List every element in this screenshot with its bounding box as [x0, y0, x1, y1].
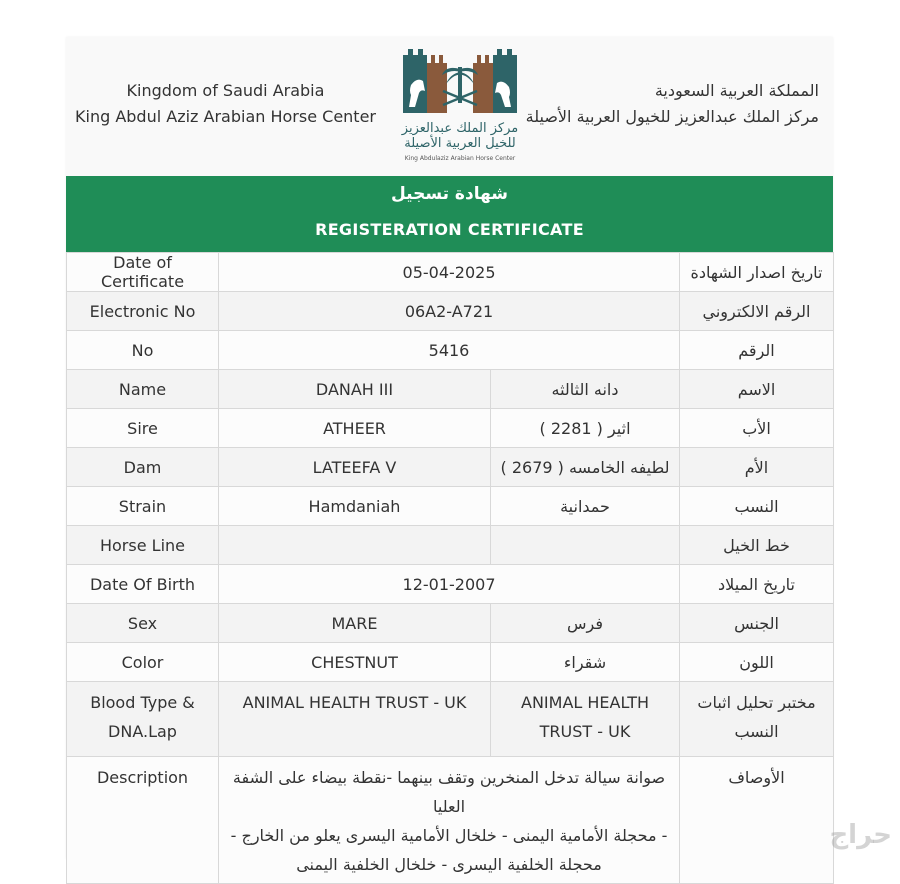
table-row — [67, 409, 834, 448]
label-ar: الأوصاف — [680, 757, 834, 884]
label-ar: الرقم — [680, 331, 834, 370]
table-row — [67, 757, 834, 884]
label-en: Description — [67, 757, 219, 884]
table-row — [67, 565, 834, 604]
label-ar: الأم — [680, 448, 834, 487]
electronic-number: 06A2-A721 — [219, 292, 680, 331]
description-line1: صوانة سيالة تدخل المنخرين وتقف بينهما -نقطة بيضاء على الشفة العليا — [232, 768, 666, 816]
value-ar: دانه الثالثه — [491, 370, 680, 409]
kingdom-ar: المملكة العربية السعودية — [654, 81, 819, 100]
value-ar: شقراء — [491, 643, 680, 682]
kingdom-en: Kingdom of Saudi Arabia — [126, 81, 325, 100]
label-en-line1: Blood Type & — [90, 693, 195, 712]
castle-horse-emblem — [399, 45, 521, 123]
table-row — [67, 604, 834, 643]
registration-number: 5416 — [219, 331, 680, 370]
label-ar: الرقم الالكتروني — [680, 292, 834, 331]
center-name-en: King Abdul Aziz Arabian Horse Center — [75, 107, 376, 126]
center-name-ar: مركز الملك عبدالعزيز للخيول العربية الأصيلة — [525, 107, 819, 126]
label-ar: النسب — [680, 487, 834, 526]
value-en: CHESTNUT — [219, 643, 491, 682]
label-ar: تاريخ الميلاد — [680, 565, 834, 604]
value-en: LATEEFA V — [219, 448, 491, 487]
value-en: MARE — [219, 604, 491, 643]
certificate-sheet — [66, 37, 833, 874]
value-ar-line1: ANIMAL HEALTH — [521, 693, 649, 712]
certificate-date: 05-04-2025 — [219, 253, 680, 292]
label-en — [67, 682, 219, 757]
label-en-line2: DNA.Lap — [108, 722, 177, 741]
center-logo — [399, 45, 521, 169]
description-line2: - محجلة الأمامية اليمنى - خلخال الأمامية اليسرى يعلو من الخارج - — [230, 826, 668, 845]
title-arabic: شهادة تسجيل — [390, 184, 509, 204]
label-en: Name — [67, 370, 219, 409]
table-row — [67, 370, 834, 409]
certificate-title-banner — [66, 176, 833, 252]
table-row — [67, 643, 834, 682]
value-ar — [491, 526, 680, 565]
label-en: Electronic No — [67, 292, 219, 331]
value-ar: فرس — [491, 604, 680, 643]
value-en: ATHEER — [219, 409, 491, 448]
label-en: Strain — [67, 487, 219, 526]
label-ar: الأب — [680, 409, 834, 448]
watermark: حراج — [829, 820, 892, 850]
label-en: Date Of Birth — [67, 565, 219, 604]
label-en: No — [67, 331, 219, 370]
description-line3: محجلة الخلفية اليسرى - خلخال الخلفية اليمنى — [296, 855, 602, 874]
table-row — [67, 331, 834, 370]
table-row — [67, 448, 834, 487]
header-arabic — [519, 78, 819, 130]
logo-arabic-line2: للخيل العربية الأصيلة — [404, 136, 516, 151]
value-en — [219, 526, 491, 565]
value-ar: حمدانية — [491, 487, 680, 526]
certificate-header — [66, 37, 833, 177]
label-en: Date of Certificate — [67, 253, 219, 292]
value-ar-line2: TRUST - UK — [539, 722, 631, 741]
birth-date: 12-01-2007 — [219, 565, 680, 604]
table-row — [67, 253, 834, 292]
table-row — [67, 526, 834, 565]
value-en: Hamdaniah — [219, 487, 491, 526]
label-ar-line1: مختبر تحليل اثبات — [697, 693, 816, 712]
header-english — [66, 78, 385, 130]
table-row — [67, 292, 834, 331]
value-ar: اثير ( 2281 ) — [491, 409, 680, 448]
label-en: Sire — [67, 409, 219, 448]
value-ar — [491, 682, 680, 757]
logo-english: King Abdulaziz Arabian Horse Center — [404, 155, 516, 162]
description-text — [219, 757, 680, 884]
label-en: Horse Line — [67, 526, 219, 565]
logo-arabic-line1: مركز الملك عبدالعزيز — [401, 121, 519, 136]
label-ar: الاسم — [680, 370, 834, 409]
value-en: ANIMAL HEALTH TRUST - UK — [219, 682, 491, 757]
value-ar: لطيفه الخامسه ( 2679 ) — [491, 448, 680, 487]
label-en: Color — [67, 643, 219, 682]
label-ar: الجنس — [680, 604, 834, 643]
label-ar: تاريخ اصدار الشهادة — [680, 253, 834, 292]
label-en: Sex — [67, 604, 219, 643]
value-en: DANAH III — [219, 370, 491, 409]
title-english: REGISTERATION CERTIFICATE — [315, 220, 584, 239]
label-ar: خط الخيل — [680, 526, 834, 565]
table-row — [67, 682, 834, 757]
label-en: Dam — [67, 448, 219, 487]
table-row — [67, 487, 834, 526]
label-ar — [680, 682, 834, 757]
label-ar-line2: النسب — [734, 722, 779, 741]
label-ar: اللون — [680, 643, 834, 682]
registration-table — [66, 252, 834, 884]
